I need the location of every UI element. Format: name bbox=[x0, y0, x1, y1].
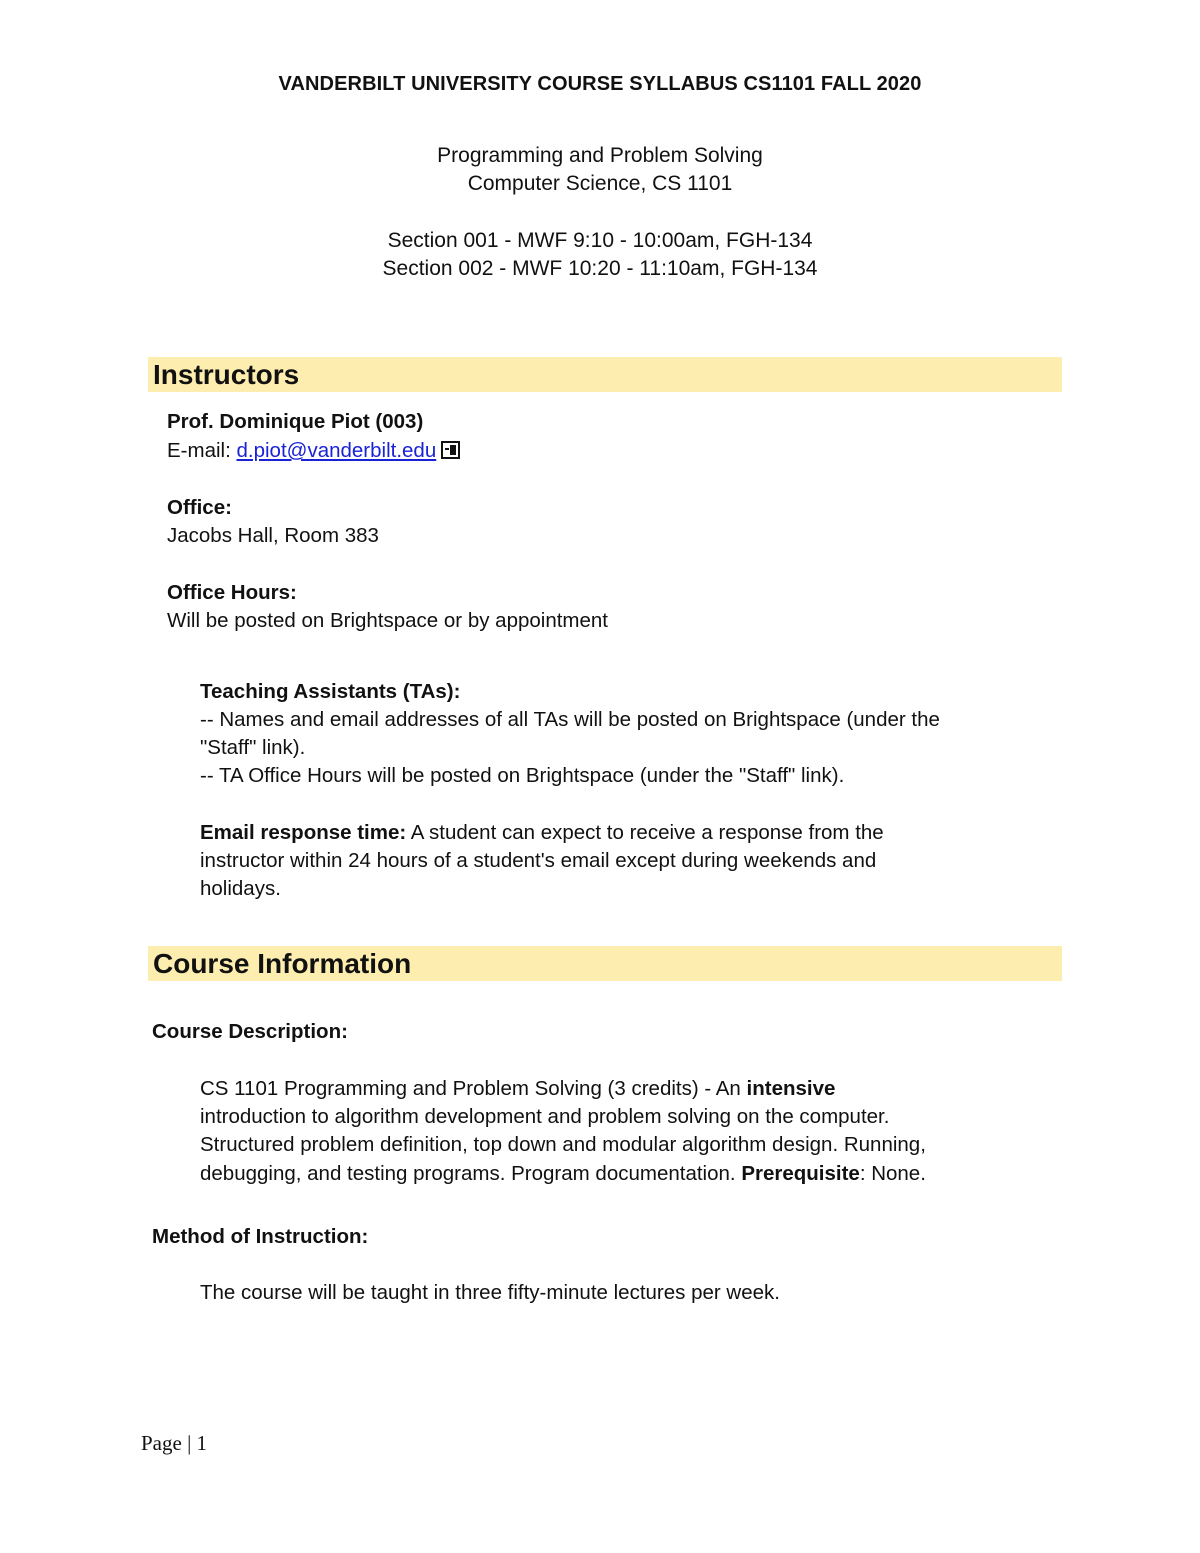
description-line-1 bbox=[200, 1075, 835, 1103]
instructor-name: Prof. Dominique Piot (003) bbox=[167, 410, 424, 433]
email-label: E-mail: bbox=[167, 439, 237, 462]
instructors-heading: Instructors bbox=[153, 359, 300, 390]
office-value: Jacobs Hall, Room 383 bbox=[167, 524, 379, 547]
email-response-line-3: holidays. bbox=[200, 877, 281, 900]
instructors-banner bbox=[148, 357, 1062, 392]
document-title: VANDERBILT UNIVERSITY COURSE SYLLABUS CS1101 FALL 2020 bbox=[278, 73, 922, 95]
method-of-instruction-text: The course will be taught in three fifty-minute lectures per week. bbox=[200, 1281, 780, 1304]
section-001: Section 001 - MWF 9:10 - 10:00am, FGH-134 bbox=[387, 229, 813, 252]
ta-line-1: -- Names and email addresses of all TAs will be posted on Brightspace (under the bbox=[200, 708, 940, 731]
prerequisite-value: : None. bbox=[859, 1162, 926, 1185]
instructor-email-row bbox=[167, 437, 460, 465]
page-number: Page | 1 bbox=[141, 1431, 208, 1455]
instructor-email-link[interactable]: d.piot@vanderbilt.edu bbox=[236, 439, 437, 462]
prerequisite-label: Prerequisite bbox=[741, 1162, 860, 1185]
mail-icon[interactable] bbox=[441, 441, 460, 459]
office-label: Office: bbox=[167, 496, 232, 519]
office-hours-value: Will be posted on Brightspace or by appointment bbox=[167, 609, 609, 632]
course-department: Computer Science, CS 1101 bbox=[467, 172, 733, 195]
method-of-instruction-label: Method of Instruction: bbox=[152, 1225, 369, 1248]
email-response-line-2: instructor within 24 hours of a student's email except during weekends and bbox=[200, 849, 877, 872]
ta-label: Teaching Assistants (TAs): bbox=[200, 680, 461, 703]
ta-line-2: "Staff" link). bbox=[200, 736, 306, 759]
description-line-4 bbox=[200, 1160, 926, 1188]
section-002: Section 002 - MWF 10:20 - 11:10am, FGH-134 bbox=[382, 257, 818, 280]
course-info-heading: Course Information bbox=[153, 948, 412, 979]
course-info-banner bbox=[148, 946, 1062, 981]
email-response-line-1 bbox=[200, 819, 884, 847]
course-name: Programming and Problem Solving bbox=[437, 144, 763, 167]
ta-line-3: -- TA Office Hours will be posted on Brightspace (under the "Staff" link). bbox=[200, 764, 845, 787]
description-line-2: introduction to algorithm development and problem solving on the computer. bbox=[200, 1105, 890, 1128]
course-description-label: Course Description: bbox=[152, 1020, 348, 1043]
description-text-4: debugging, and testing programs. Program documentation. bbox=[200, 1162, 742, 1185]
description-text-1: CS 1101 Programming and Problem Solving (3 credits) - An bbox=[200, 1077, 747, 1100]
description-line-3: Structured problem definition, top down and modular algorithm design. Running, bbox=[200, 1133, 926, 1156]
email-response-label: Email response time: bbox=[200, 821, 407, 844]
description-intensive: intensive bbox=[746, 1077, 836, 1100]
email-response-text-1: A student can expect to receive a response from the bbox=[406, 821, 884, 844]
office-hours-label: Office Hours: bbox=[167, 581, 297, 604]
